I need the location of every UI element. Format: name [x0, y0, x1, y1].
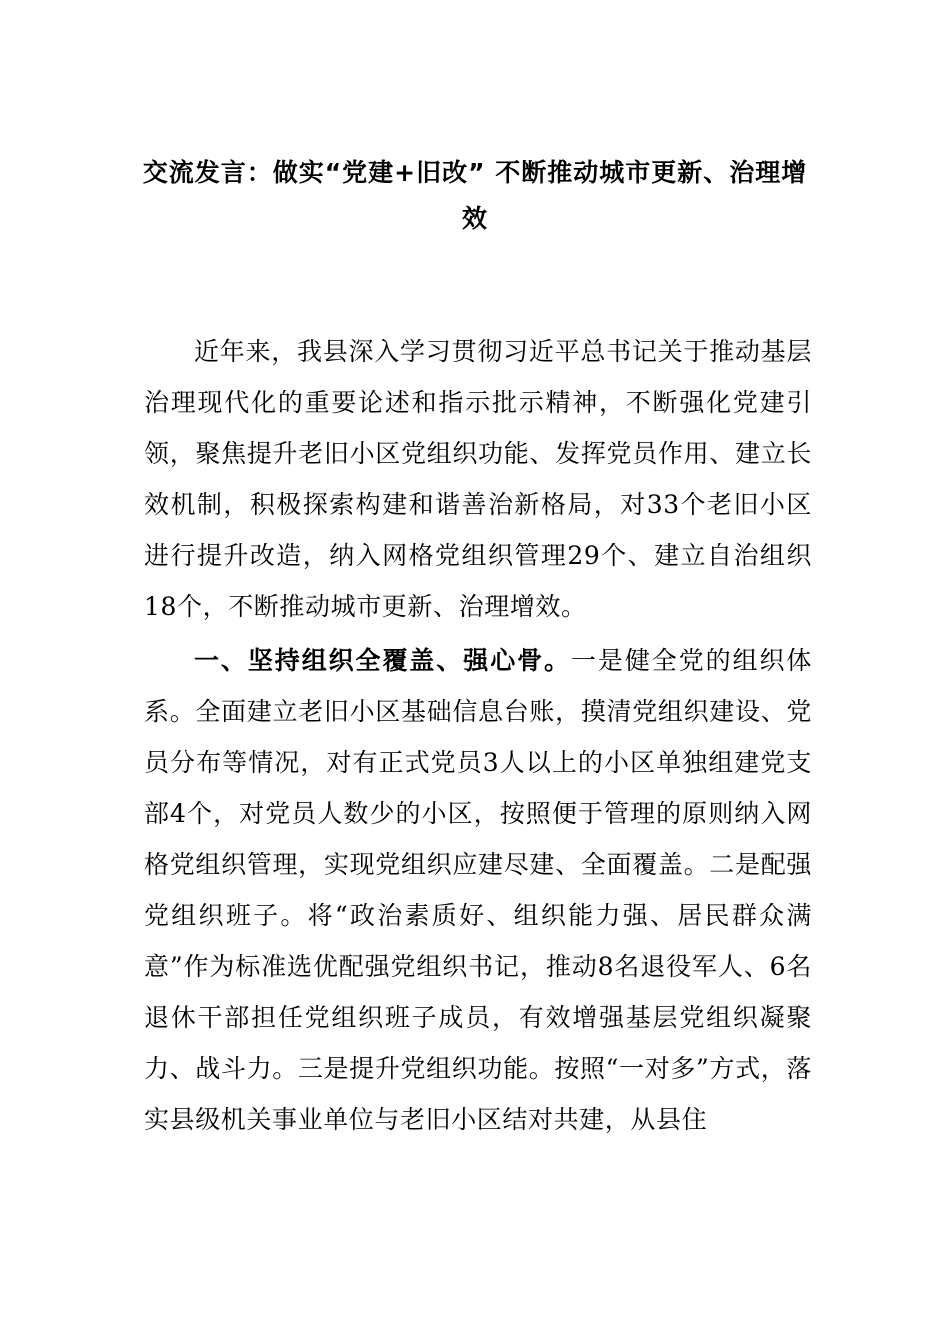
section-one-heading: 一、坚持组织全覆盖、强心骨。 — [194, 646, 571, 675]
section-one-text: 一是健全党的组织体系。全面建立老旧小区基础信息台账，摸清党组织建设、党员分布等情况，对有正式党员3人以上的小区单独组建党支部4个，对党员人数少的小区，按照便于管理的原则纳入网格党组织管理，实现党组织应建尽建、全面覆盖。二是配强党组织班子。将“政治素质好、组织能力强、居民群众满意”作为标准选优配强党组织书记，推动8名退役军人、6名退休干部担任党组织班子成员，有效增强基层党组织凝聚力、战斗力。三是提升党组织功能。按照“一对多”方式，落实县级机关事业单位与老旧小区结对共建，从县住 — [144, 646, 812, 1134]
section-one-paragraph — [144, 635, 812, 1145]
intro-paragraph-text: 近年来，我县深入学习贯彻习近平总书记关于推动基层治理现代化的重要论述和指示批示精神，不断强化党建引领，聚焦提升老旧小区党组织功能、发挥党员作用、建立长效机制，积极探索构建和谐善治新格局，对33个老旧小区进行提升改造，纳入网格党组织管理29个、建立自治组织18个，不断推动城市更新、治理增效。 — [144, 337, 812, 621]
document-title: 交流发言：做实“党建+旧改” 不断推动城市更新、治理增效 — [142, 158, 808, 233]
intro-paragraph — [144, 326, 812, 632]
